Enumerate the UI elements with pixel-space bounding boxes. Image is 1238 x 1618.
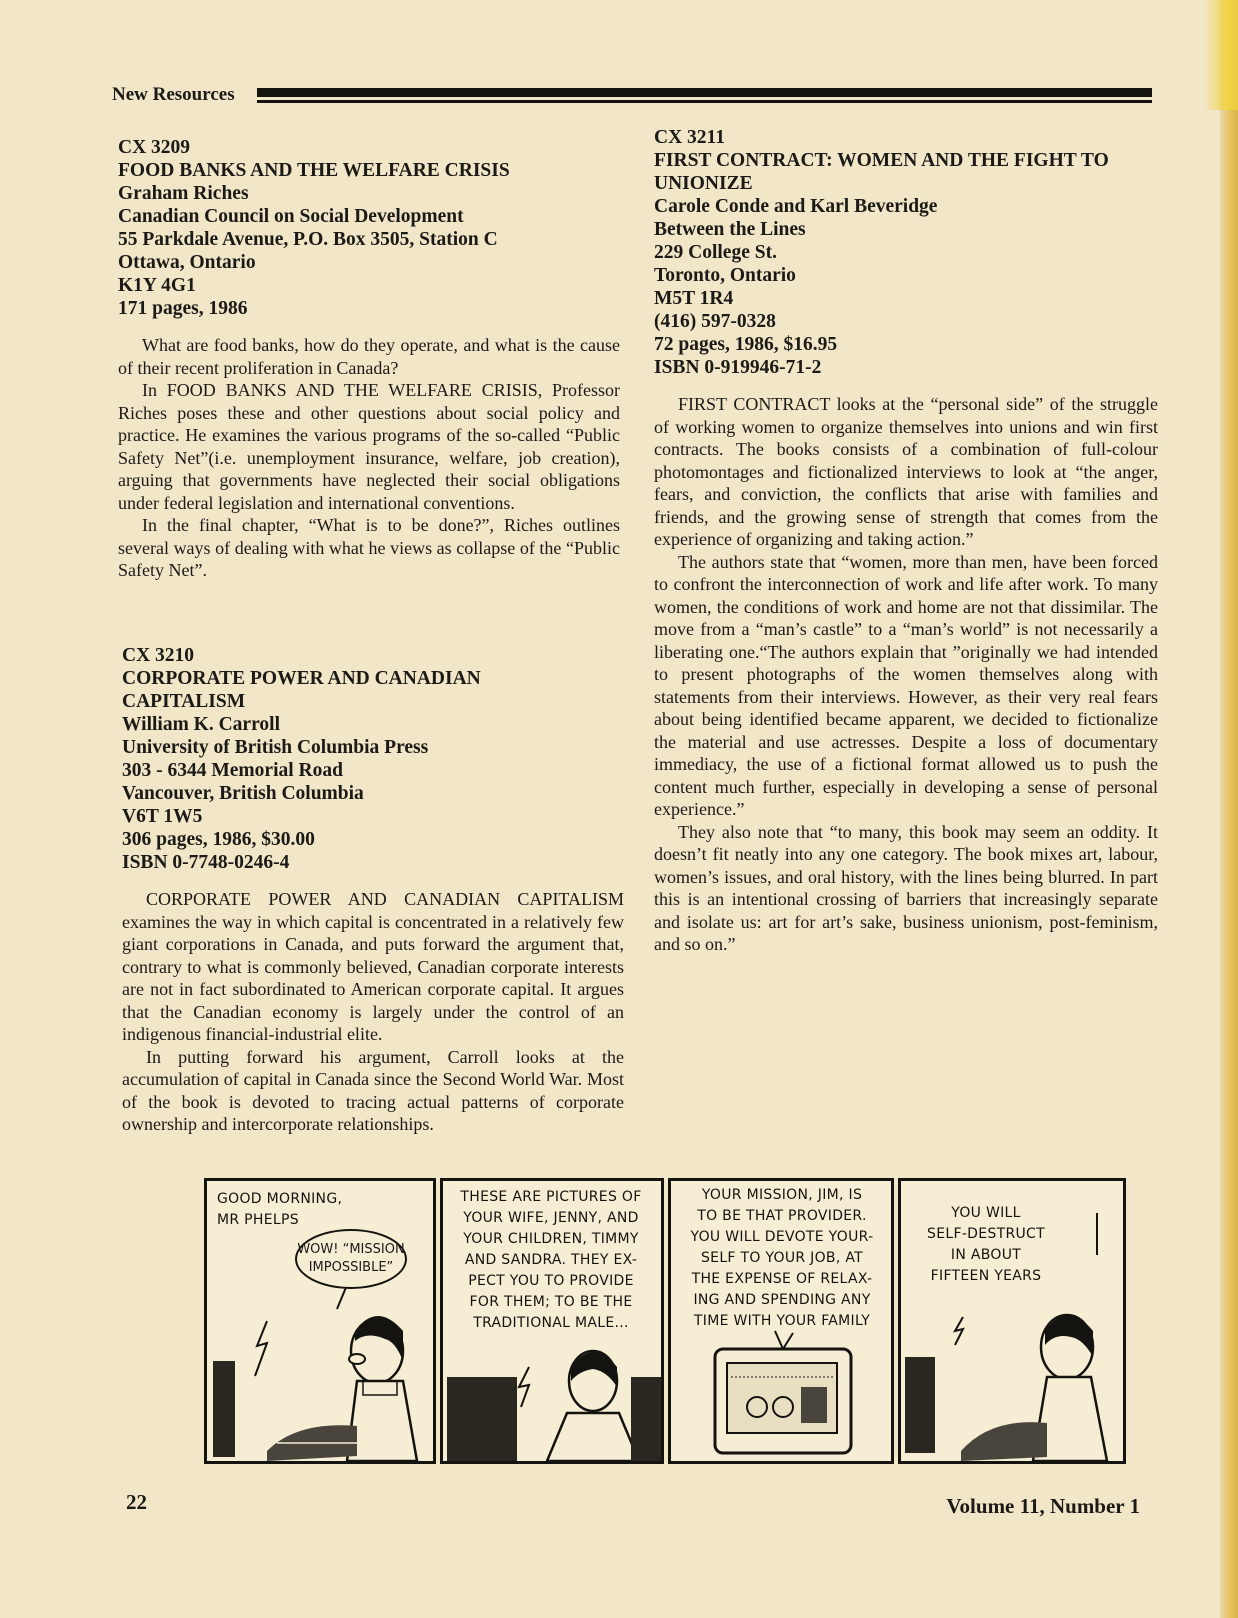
- caption-line: THESE ARE PICTURES OF: [460, 1189, 642, 1205]
- entry-author: Carole Conde and Karl Beveridge: [654, 196, 938, 217]
- entry-code: CX 3211: [654, 127, 725, 148]
- entry-address: 303 - 6344 Memorial Road: [122, 760, 343, 781]
- entry-details: 306 pages, 1986, $30.00: [122, 829, 315, 850]
- comic-panel-1: [204, 1178, 436, 1464]
- entry-title: FIRST CONTRACT: WOMEN AND THE FIGHT TO UNIONIZE: [654, 150, 1109, 194]
- entry-description: [654, 393, 1158, 956]
- entry-meta: [118, 136, 620, 320]
- caption-line: SELF-DESTRUCT: [927, 1226, 1045, 1242]
- caption-line: IN ABOUT: [950, 1247, 1022, 1263]
- entry-postal-code: K1Y 4G1: [118, 275, 196, 296]
- caption-line: YOU WILL: [951, 1205, 1021, 1221]
- resource-entry-cx3209: [118, 136, 620, 582]
- header-rule-thin: [257, 100, 1152, 103]
- paragraph: In the final chapter, “What is to be done?”, Riches outlines several ways of dealing with what he views as collapse of the “Public Safety Net”.: [118, 515, 620, 580]
- paragraph: FIRST CONTRACT looks at the “personal side” of the struggle of working women to organize themselves into unions and win first contracts. The books consists of a combination of full-colour photomontages and fictionalized interviews to look at “the anger, fears, and conviction, the conflicts that arise with families and friends, and the growing sense of strength that comes from the experience of organizing and taking action.”: [654, 394, 1158, 549]
- caption-line: FOR THEM; TO BE THE: [469, 1294, 633, 1310]
- panel-3-caption: [681, 1185, 883, 1332]
- page-number: 22: [126, 1490, 147, 1514]
- entry-details: 72 pages, 1986, $16.95: [654, 334, 838, 355]
- entry-title: FOOD BANKS AND THE WELFARE CRISIS: [118, 160, 510, 181]
- speech-bubble: [295, 1229, 407, 1289]
- paragraph: CORPORATE POWER AND CANADIAN CAPITALISM examines the way in which capital is concentrated in a relatively few giant corporations in Canada, and puts forward the argument that, contrary to what is commonly believed, Canadian corporate interests are not in fact subordinated to American corporate capital. It argues that the Canadian economy is largely under the control of an indigenous financial-industrial elite.: [122, 889, 624, 1044]
- entry-meta: [122, 644, 624, 874]
- section-label: New Resources: [112, 84, 235, 105]
- entry-address: 55 Parkdale Avenue, P.O. Box 3505, Station C: [118, 229, 498, 250]
- resource-entry-cx3210: [122, 644, 624, 1136]
- caption-line: THE EXPENSE OF RELAX-: [691, 1271, 873, 1287]
- bubble-line: WOW! “MISSION: [297, 1242, 405, 1257]
- entry-publisher: Between the Lines: [654, 219, 806, 240]
- caption-line: TO BE THAT PROVIDER.: [697, 1208, 867, 1224]
- entry-description: [118, 334, 620, 582]
- caption-line: YOUR MISSION, JIM, IS: [701, 1187, 863, 1203]
- entry-description: [122, 888, 624, 1136]
- entry-isbn: ISBN 0-7748-0246-4: [122, 852, 290, 873]
- entry-meta: [654, 126, 1158, 379]
- caption-line: ING AND SPENDING ANY: [693, 1292, 871, 1308]
- lightning-icon: [955, 1317, 963, 1345]
- entry-phone: (416) 597-0328: [654, 311, 776, 332]
- entry-code: CX 3209: [118, 137, 191, 158]
- page-edge-highlight: [1204, 0, 1238, 110]
- entry-isbn: ISBN 0-919946-71-2: [654, 357, 822, 378]
- entry-city: Vancouver, British Columbia: [122, 783, 364, 804]
- entry-postal-code: V6T 1W5: [122, 806, 203, 827]
- paragraph: The authors state that “women, more than men, have been forced to confront the interconnection of work and life after work. To many women, the conditions of work and home are not that dissimilar. The move from a “man’s castle” to a “man’s world” is not necessarily a liberating one.“The authors explain that ”originally we had intended to present photographs of the women themselves along with statements from their interviews. However, as their very real fears about being identified became apparent, we decided to fictionalize the material and use actresses. Despite a loss of documentary immediacy, the use of a fictional format allowed us to push the content much further, especially in developing a sense of personal experience.”: [654, 551, 1158, 819]
- comic-strip: [204, 1178, 1120, 1460]
- lightning-icon: [519, 1367, 529, 1407]
- paragraph: What are food banks, how do they operate, and what is the cause of their recent proliferation in Canada?: [118, 335, 620, 378]
- caption-line: PECT YOU TO PROVIDE: [468, 1273, 634, 1289]
- entry-author: William K. Carroll: [122, 714, 280, 735]
- caption-line: MR PHELPS: [217, 1212, 299, 1228]
- panel-2-caption: [451, 1187, 651, 1334]
- paragraph: In putting forward his argument, Carroll looks at the accumulation of capital in Canada since the Second World War. Most of the book is devoted to tracing actual patterns of corporate ownership and intercorporate relationships.: [122, 1046, 624, 1134]
- caption-line: YOU WILL DEVOTE YOUR-: [690, 1229, 874, 1245]
- header-rule: [257, 88, 1152, 97]
- caption-line: FIFTEEN YEARS: [930, 1268, 1042, 1284]
- volume-label: Volume 11, Number 1: [946, 1494, 1140, 1518]
- entry-city: Ottawa, Ontario: [118, 252, 256, 273]
- panel-4-caption: [911, 1203, 1061, 1287]
- entry-publisher: University of British Columbia Press: [122, 737, 429, 758]
- caption-line: TIME WITH YOUR FAMILY: [693, 1313, 871, 1329]
- tv-set-icon: [905, 1357, 935, 1453]
- caption-line: AND SANDRA. THEY EX-: [464, 1252, 638, 1268]
- entry-postal-code: M5T 1R4: [654, 288, 734, 309]
- entry-title: CORPORATE POWER AND CANADIAN CAPITALISM: [122, 668, 481, 712]
- resource-entry-cx3211: [654, 126, 1158, 956]
- tv-set-icon: [213, 1361, 235, 1457]
- entry-author: Graham Riches: [118, 183, 249, 204]
- entry-code: CX 3210: [122, 645, 195, 666]
- caption-line: GOOD MORNING,: [217, 1191, 343, 1207]
- caption-line: YOUR CHILDREN, TIMMY: [463, 1231, 639, 1247]
- lightning-icon: [255, 1321, 267, 1376]
- entry-details: 171 pages, 1986: [118, 298, 248, 319]
- section-header: [112, 82, 1152, 112]
- panel-1-caption: [217, 1189, 342, 1231]
- comic-panel-2: [440, 1178, 664, 1464]
- caption-line: TRADITIONAL MALE...: [473, 1315, 629, 1331]
- comic-panel-3: [668, 1178, 894, 1464]
- page-edge: [1220, 0, 1238, 1618]
- caption-line: YOUR WIFE, JENNY, AND: [463, 1210, 639, 1226]
- paragraph: In FOOD BANKS AND THE WELFARE CRISIS, Professor Riches poses these and other questions about social policy and practice. He examines the various programs of the so-called “Public Safety Net”(i.e. unemployment insurance, welfare, job creation), arguing that governments have neglected their social obligations under federal legislation and international conventions.: [118, 380, 620, 513]
- caption-line: SELF TO YOUR JOB, AT: [701, 1250, 863, 1266]
- bubble-line: IMPOSSIBLE”: [308, 1260, 394, 1275]
- entry-publisher: Canadian Council on Social Development: [118, 206, 464, 227]
- entry-city: Toronto, Ontario: [654, 265, 796, 286]
- comic-panel-4: [898, 1178, 1126, 1464]
- entry-address: 229 College St.: [654, 242, 777, 263]
- paragraph: They also note that “to many, this book may seem an oddity. It doesn’t fit neatly into any one category. The book mixes art, labour, women’s issues, and oral history, with the lines being blurred. In part this is an intentional crossing of barriers that increasingly separate and isolate us: art for art’s sake, business unionism, post-feminism, and so on.”: [654, 821, 1158, 954]
- tv-set-icon: [447, 1377, 517, 1461]
